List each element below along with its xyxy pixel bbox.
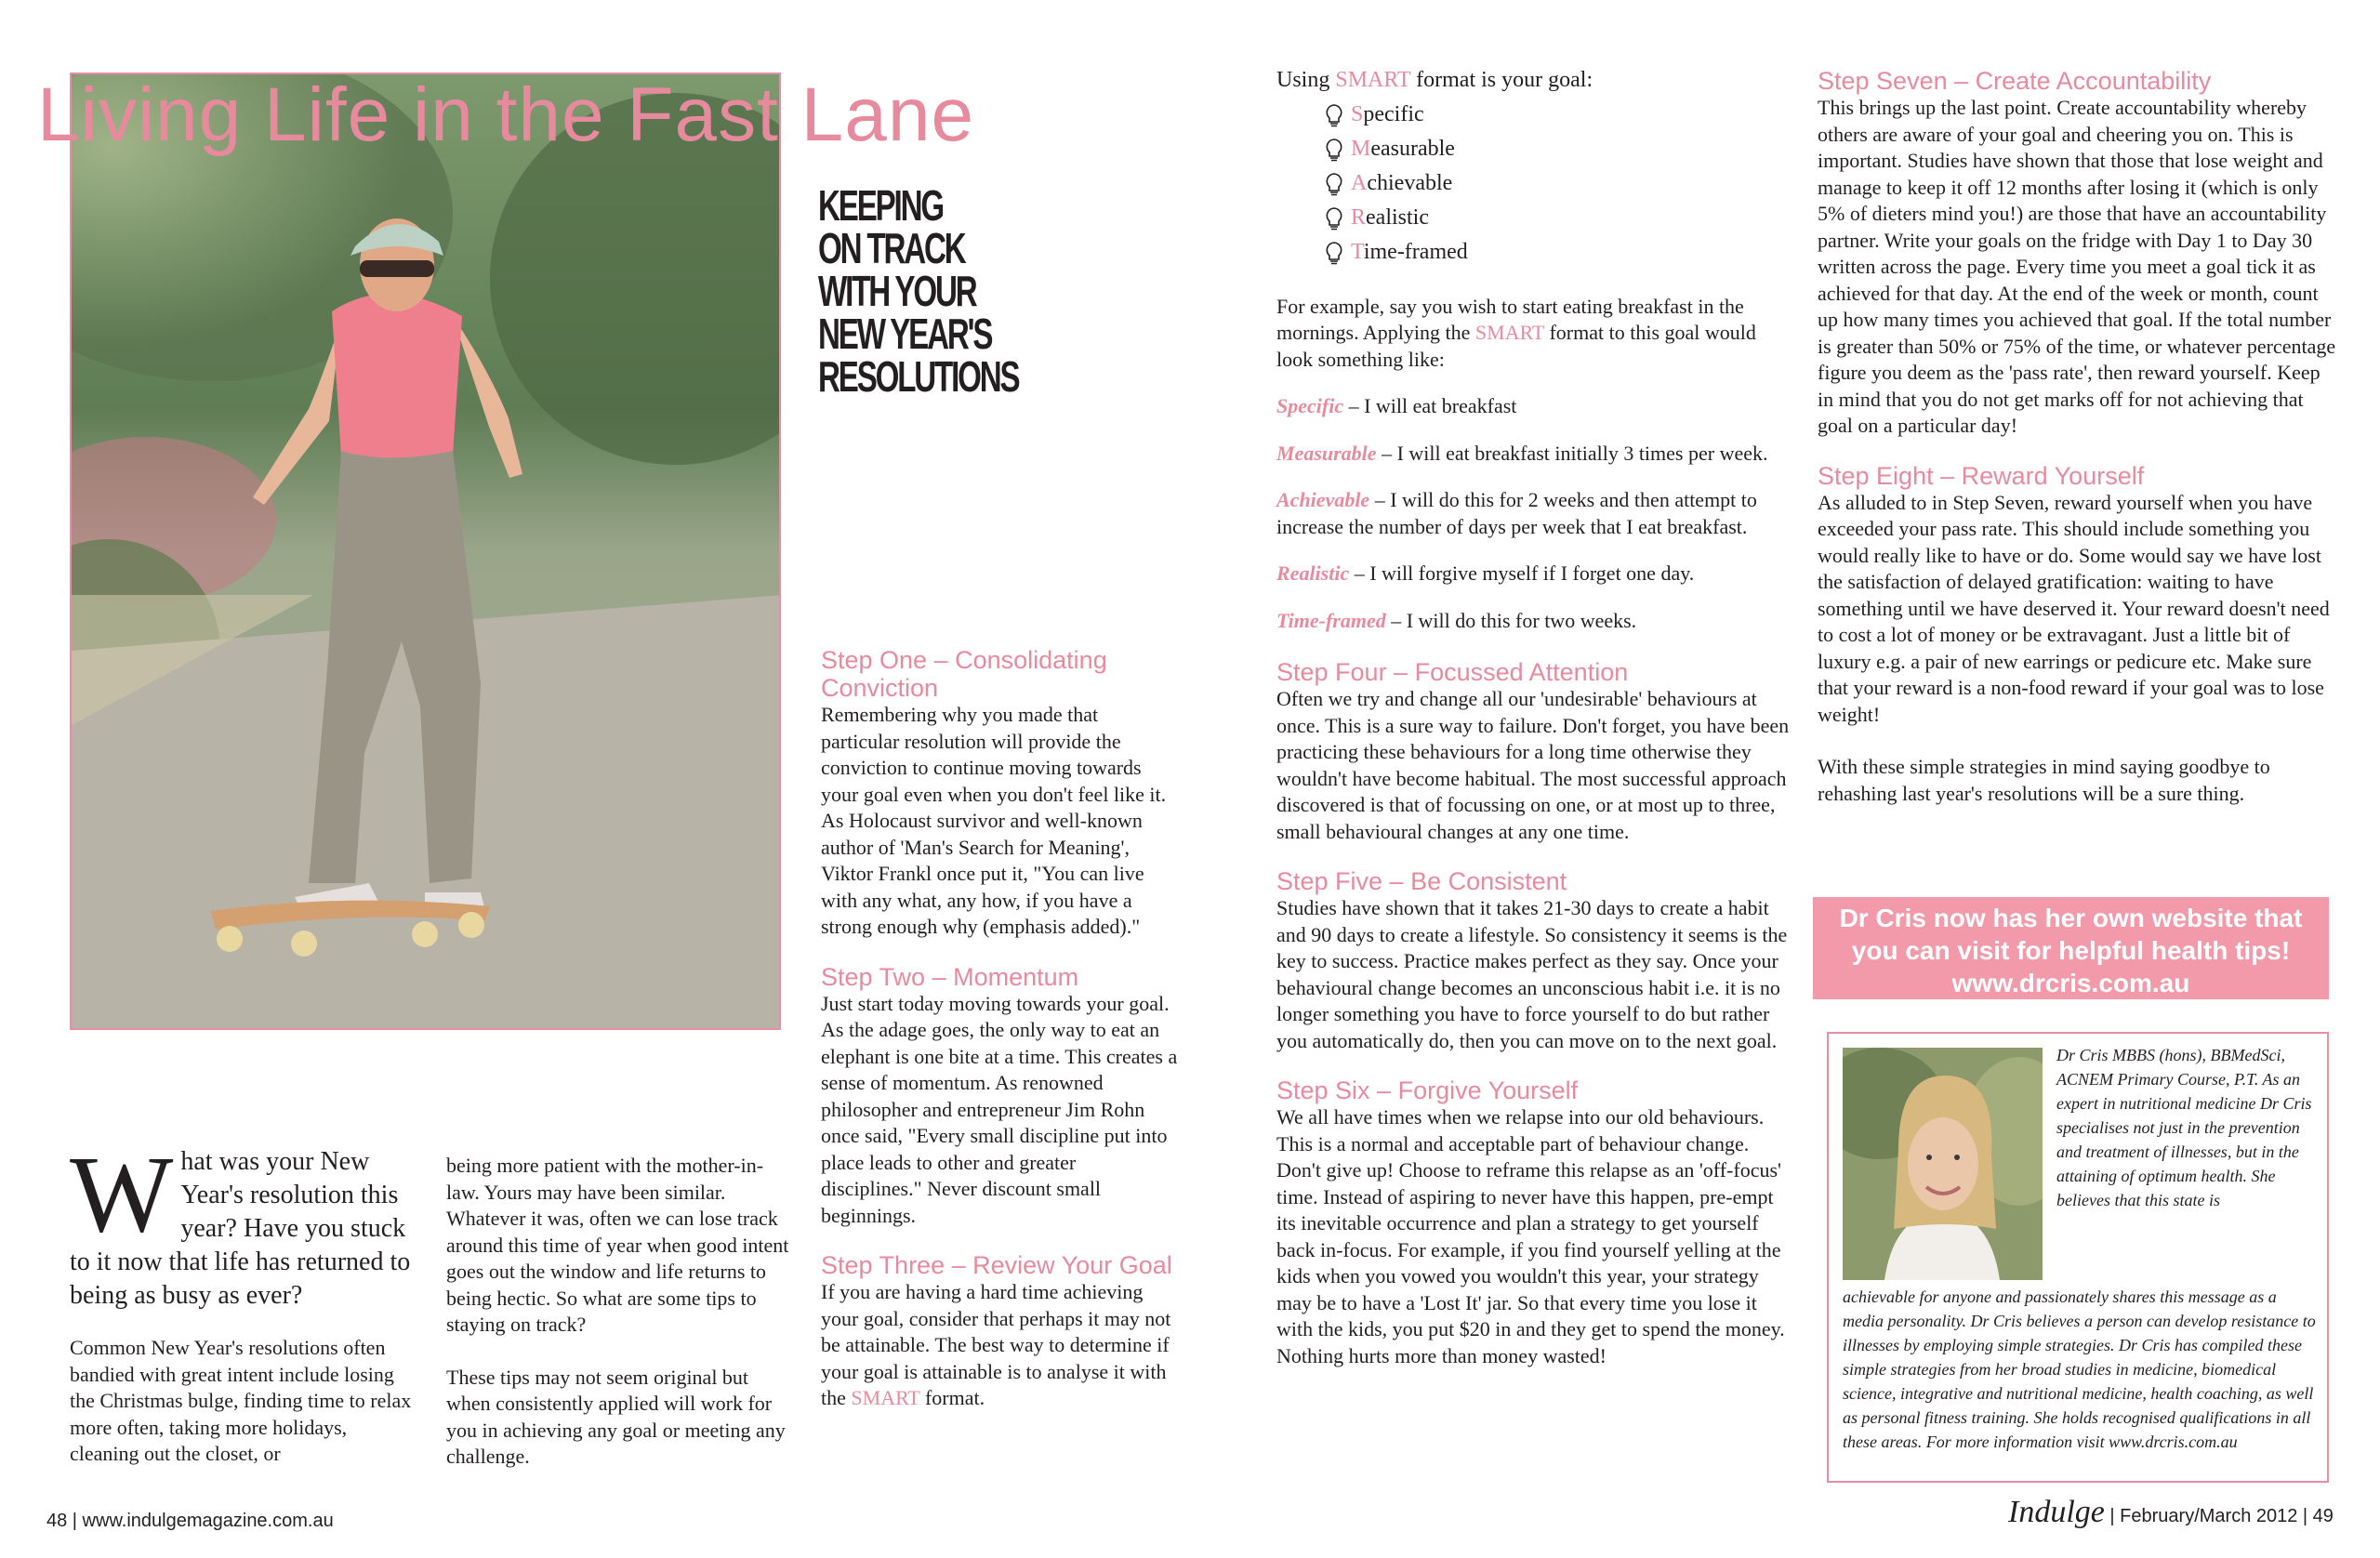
step-one-heading: Step One – Consolidating Conviction — [821, 646, 1107, 702]
subtitle-line: RESOLUTIONS — [818, 352, 1019, 401]
smart-column — [1276, 67, 1797, 1369]
step-seven-body: This brings up the last point. Create accountability whereby others are aware of your goal and cheering you on. This is important. Studies have shown that those that lose weight and manage to keep it off 12 months after losing it (which is only 5% of dieters mind you!) are those that have an accountability partner. Write your goals on the fridge with Day 1 to Day 30 written across the page. Every time you meet a goal tick it as achieved for that day. At the end of the week or month, count up how many times you achieved that goal. If the total number is greater than 50% or 75% of the time, or whatever percentage figure you deem as the 'pass rate', then reward yourself. Keep in mind that you do not get marks off for not achieving that goal on a particular day! — [1818, 96, 2336, 437]
step-six-body: We all have times when we relapse into our old behaviours. This is a normal and acceptable part of behaviour change. Don't give up! Choose to reframe this relapse as an 'off-focus' time. Instead of aspiring to never have this happen, pre-empt its inevitable occurrence and plan a strategy to get yourself back in-focus. For example, if you find yourself yelling at the kids when you vowed you wouldn't this year, your strategy may be to have a 'Lost It' jar. So that every time you lose it with the kids, you put $20 in and they get to spend the money. Nothing hurts more than money wasted! — [1276, 1105, 1785, 1367]
intro-column — [70, 1133, 418, 1468]
lightbulb-icon — [1323, 206, 1345, 231]
steps-column-left — [821, 646, 1179, 1412]
indulge-logo: Indulge — [2008, 1495, 2105, 1529]
closing-paragraph: With these simple strategies in mind saying goodbye to rehashing last year's resolutions will be a sure thing. — [1818, 755, 2270, 805]
intro-paragraph: Common New Year's resolutions often bandied with great intent include losing the Christmas bulge, finding time to relax more often, taking more holidays, cleaning out the closet, or — [70, 1336, 412, 1465]
bio-side-text: Dr Cris MBBS (hons), BBMedSci, ACNEM Primary Course, P.T. As an expert in nutritional medicine Dr Cris specialises not just in the prevention and treatment of illnesses, but in the attaining of optimum health. She believes that this state is — [2056, 1046, 2312, 1209]
smart-word: SMART — [1474, 321, 1544, 344]
paragraph: These tips may not seem original but when consistently applied will work for you in achieving any goal or meeting any challenge. — [446, 1365, 786, 1468]
step-three-body: If you are having a hard time achieving your goal, consider that perhaps it may not be attainable. The best way to determine if your goal is attainable is to analyse it with the SMART format. — [821, 1280, 1171, 1409]
example-measurable: Measurable – I will eat breakfast initially 3 times per week. — [1276, 441, 1768, 465]
smart-list — [1276, 98, 1797, 270]
promo-line: you can visit for helpful health tips! — [1851, 936, 2291, 965]
author-photo — [1843, 1048, 2043, 1280]
step-four-body: Often we try and change all our 'undesirable' behaviours at once. This is a sure way to failure. Don't forget, you have been practicing these behaviours for a long time otherwise they wouldn't have become habitual. The most successful approach discovered is that of focussing on one, or at most up to three, small behavioural changes at any one time. — [1276, 687, 1790, 843]
subtitle-line: ON TRACK — [818, 224, 965, 272]
subtitle-line: NEW YEAR'S — [818, 310, 992, 358]
smart-item: Time-framed — [1276, 235, 1797, 270]
example-time-framed: Time-framed – I will do this for two weeks. — [1276, 608, 1637, 632]
right-folio: Indulge | February/March 2012 | 49 — [2008, 1495, 2334, 1529]
lightbulb-icon — [1323, 241, 1345, 265]
step-one-body: Remembering why you made that particular resolution will provide the conviction to continue moving towards your goal even when you don't feel like it. As Holocaust survivor and well-known author of 'Man's Search for Meaning', Viktor Frankl once put it, "You can live with any what, any how, if you have a strong enough why (emphasis added)." — [821, 703, 1167, 938]
example-intro: For example, say you wish to start eating breakfast in the mornings. Applying the SMART format to this goal would look something like: — [1276, 294, 1756, 371]
step-five-body: Studies have shown that it takes 21-30 days to create a habit and 90 days to create a lifestyle. So consistency it seems is the key to success. Practice makes perfect as they say. Once your behavioural change becomes an unconscious habit i.e. it is no longer something you have to force yourself to do but rather you automatically do, then you can move on to the next goal. — [1276, 896, 1788, 1052]
smart-item: Achievable — [1276, 166, 1797, 201]
smart-word: SMART — [1335, 68, 1411, 92]
subtitle-line: KEEPING — [818, 181, 943, 230]
step-three-heading: Step Three – Review Your Goal — [821, 1251, 1172, 1279]
skateboarder-photo — [70, 73, 781, 1030]
intro-lead: What was your New Year's resolution this year? Have you stuck to it now that life has returned to being as busy as ever? — [70, 1133, 411, 1310]
smart-word: SMART — [851, 1386, 920, 1409]
promo-line: Dr Cris now has her own website that — [1839, 904, 2303, 932]
smart-item: Specific — [1276, 98, 1797, 132]
lightbulb-icon — [1323, 138, 1345, 162]
step-seven-heading: Step Seven – Create Accountability — [1818, 67, 2212, 95]
step-eight-body: As alluded to in Step Seven, reward yourself when you have exceeded your pass rate. This should include something you would really like to have or do. Some would say we have lost the satisfaction of delayed gratification: waiting to have something until we have deserved it. Your reward doesn't need to cost a lot of money or be extravagant. Just a little bit of luxury e.g. a pair of new earrings or pedicure etc. Make sure that your reward is a non-food reward if your goal was to lose weight! — [1818, 490, 2330, 726]
step-six-heading: Step Six – Forgive Yourself — [1276, 1076, 1579, 1104]
lightbulb-icon — [1323, 103, 1345, 127]
example-realistic: Realistic – I will forgive myself if I forget one day. — [1276, 561, 1695, 585]
paragraph: being more patient with the mother-in-law. Yours may have been similar. Whatever it was, often we can lose track around this time of year when good intent goes out the window and life returns to being hectic. So what are some tips to staying on track? — [446, 1154, 789, 1336]
smart-intro: Using SMART format is your goal: — [1276, 68, 1593, 92]
example-specific: Specific – I will eat breakfast — [1276, 394, 1517, 417]
example-achievable: Achievable – I will do this for 2 weeks and then attempt to increase the number of days per week that I eat breakfast. — [1276, 488, 1757, 538]
step-eight-heading: Step Eight – Reward Yourself — [1818, 461, 2145, 490]
article-title: Living Life in the Fast Lane — [37, 73, 975, 157]
step-four-heading: Step Four – Focussed Attention — [1276, 658, 1629, 686]
website-promo-box — [1813, 897, 2329, 999]
intro-column-2 — [446, 1153, 795, 1471]
skateboarder-illustration — [72, 74, 781, 1030]
article-subtitle — [818, 181, 1019, 401]
step-two-body: Just start today moving towards your goal. As the adage goes, the only way to eat an elephant is one bite at a time. This creates a sense of momentum. As renowned philosopher and entrepreneur Jim Rohn once said, "Every small discipline put into place leads to other and greater disciplines." Never discount small beginnings. — [821, 991, 1178, 1227]
bio-full-text: achievable for anyone and passionately shares this message as a media personality. Dr Cris believes a person can develop resistance to illnesses by employing simple strategies. Dr Cris has compiled these simple strategies from her broad studies in medicine, biomedical science, integrative and nutritional medicine, health coaching, as well as personal fitness training. She holds recognised qualifications in all these areas. For more information visit www.drcris.com.au — [1843, 1287, 2316, 1451]
left-folio: 48 | www.indulgemagazine.com.au — [46, 1511, 334, 1531]
author-portrait — [1843, 1048, 2043, 1280]
lightbulb-icon — [1323, 172, 1345, 196]
steps-column-right — [1818, 67, 2338, 807]
subtitle-line: WITH YOUR — [818, 267, 976, 315]
drop-cap: W — [70, 1133, 174, 1255]
author-bio-box — [1827, 1032, 2329, 1483]
step-two-heading: Step Two – Momentum — [821, 962, 1079, 991]
smart-item: Realistic — [1276, 201, 1797, 235]
smart-item: Measurable — [1276, 132, 1797, 166]
promo-url[interactable]: www.drcris.com.au — [1951, 969, 2190, 997]
step-five-heading: Step Five – Be Consistent — [1276, 867, 1567, 895]
